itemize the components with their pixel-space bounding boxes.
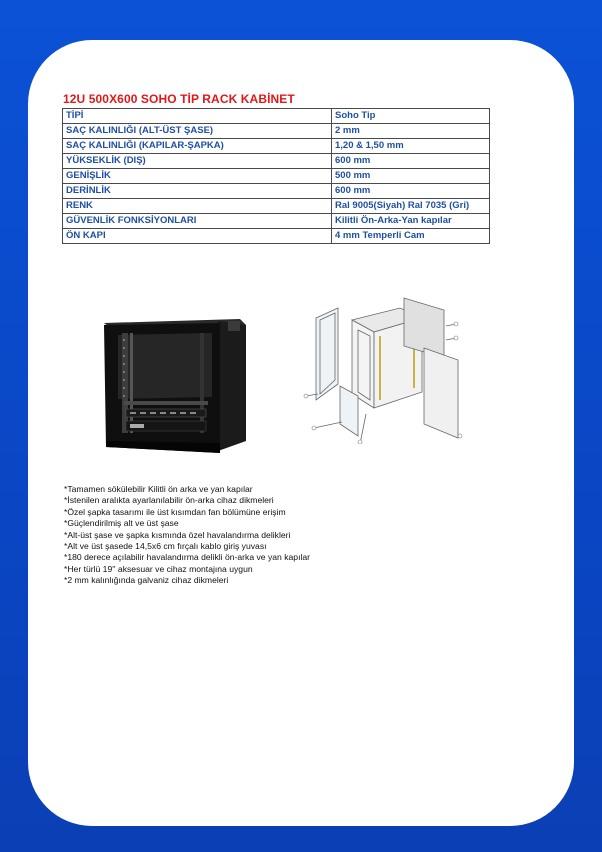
list-item: *Alt-üst şase ve şapka kısmında özel havalandırma delikleri bbox=[64, 529, 291, 540]
spec-value: 600 mm bbox=[332, 184, 490, 199]
table-row bbox=[63, 154, 490, 169]
table-row bbox=[63, 229, 490, 244]
spec-label: SAÇ KALINLIĞI (KAPILAR-ŞAPKA) bbox=[63, 139, 332, 154]
table-row bbox=[63, 139, 490, 154]
spec-value: Kilitli Ön-Arka-Yan kapılar bbox=[332, 214, 490, 229]
list-item: *İstenilen aralıkta ayarlanılabilir ön-arka cihaz dikmeleri bbox=[64, 495, 274, 506]
table-row bbox=[63, 109, 490, 124]
spec-label: GÜVENLİK FONKSİYONLARI bbox=[63, 214, 332, 229]
spec-label: SAÇ KALINLIĞI (ALT-ÜST ŞASE) bbox=[63, 124, 332, 139]
spec-value: 500 mm bbox=[332, 169, 490, 184]
spec-value: Soho Tip bbox=[332, 109, 490, 124]
list-item: *Tamamen sökülebilir Kilitli ön arka ve yan kapılar bbox=[64, 484, 253, 494]
rack-exploded-drawing bbox=[296, 296, 472, 444]
list-item: *Özel şapka tasarımı ile üst kısımdan fan bölümüne erişim bbox=[64, 506, 286, 517]
product-title: 12U 500X600 SOHO TİP RACK KABİNET bbox=[63, 92, 295, 106]
list-item: *180 derece açılabilir havalandırma delikli ön-arka ve yan kapılar bbox=[64, 552, 311, 563]
spec-label: TİPİ bbox=[63, 109, 332, 124]
table-row bbox=[63, 184, 490, 199]
rack-cabinet-photo bbox=[100, 313, 250, 458]
spec-value: 600 mm bbox=[332, 154, 490, 169]
table-row bbox=[63, 199, 490, 214]
spec-value: 2 mm bbox=[332, 124, 490, 139]
spec-label: DERİNLİK bbox=[63, 184, 332, 199]
table-row bbox=[63, 214, 490, 229]
spec-value: Ral 9005(Siyah) Ral 7035 (Gri) bbox=[332, 199, 490, 214]
spec-label: RENK bbox=[63, 199, 332, 214]
list-item: *2 mm kalınlığında galvaniz cihaz dikmeleri bbox=[64, 575, 229, 586]
table-row bbox=[63, 169, 490, 184]
spec-label: YÜKSEKLİK (DIŞ) bbox=[63, 154, 332, 169]
table-row bbox=[63, 124, 490, 139]
spec-table bbox=[62, 108, 490, 244]
feature-list bbox=[64, 484, 310, 587]
list-item: *Güçlendirilmiş alt ve üst şase bbox=[64, 518, 179, 529]
spec-value: 1,20 & 1,50 mm bbox=[332, 139, 490, 154]
spec-label: ÖN KAPI bbox=[63, 229, 332, 244]
list-item: *Her türlü 19'' aksesuar ve cihaz montajına uygun bbox=[64, 563, 253, 574]
spec-value: 4 mm Temperli Cam bbox=[332, 229, 490, 244]
spec-label: GENİŞLİK bbox=[63, 169, 332, 184]
list-item: *Alt ve üst şasede 14,5x6 cm fırçalı kablo giriş yuvası bbox=[64, 541, 267, 552]
